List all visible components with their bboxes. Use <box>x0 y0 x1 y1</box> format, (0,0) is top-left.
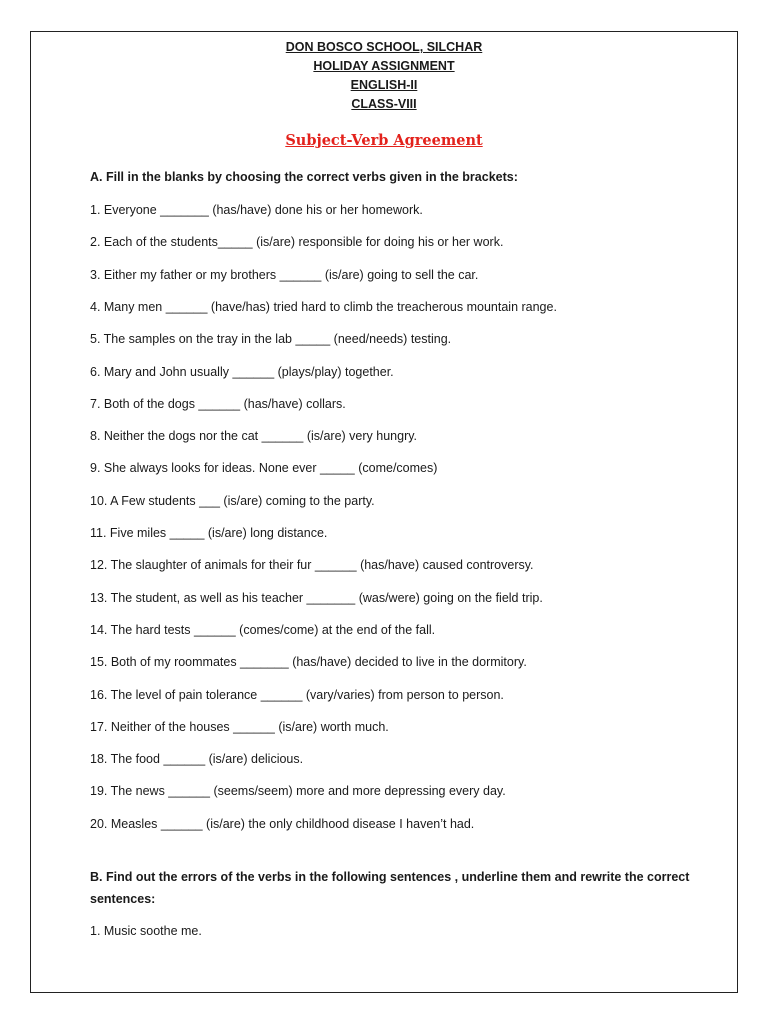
question-item: 19. The news ______ (seems/seem) more and more depressing every day. <box>90 784 506 799</box>
question-item: 1. Music soothe me. <box>90 924 202 938</box>
question-item: 13. The student, as well as his teacher _______ (was/were) going on the field trip. <box>90 590 543 605</box>
question-item: 1. Everyone _______ (has/have) done his or her homework. <box>90 203 423 217</box>
question-item: 4. Many men ______ (have/has) tried hard to climb the treacherous mountain range. <box>90 299 557 314</box>
question-item: 8. Neither the dogs nor the cat ______ (is/are) very hungry. <box>90 429 418 444</box>
question-item: 16. The level of pain tolerance ______ (vary/varies) from person to person. <box>90 687 504 702</box>
section-a-heading: A. Fill in the blanks by choosing the correct verbs given in the brackets: <box>90 170 518 184</box>
question-item: 17. Neither of the houses ______ (is/are) worth much. <box>90 719 389 734</box>
question-item: 6. Mary and John usually ______ (plays/play) together. <box>90 364 394 379</box>
class-name: CLASS-VIII <box>351 97 417 111</box>
question-item: 18. The food ______ (is/are) delicious. <box>90 752 304 767</box>
section-b-heading: B. Find out the errors of the verbs in the following sentences , underline them and rewrite the correct sentences: <box>90 870 690 906</box>
worksheet-title: Subject-Verb Agreement <box>285 132 483 149</box>
school-name: DON BOSCO SCHOOL, SILCHAR <box>285 40 483 54</box>
question-item: 14. The hard tests ______ (comes/come) at the end of the fall. <box>90 622 436 637</box>
assignment-title: HOLIDAY ASSIGNMENT <box>313 59 455 73</box>
question-item: 20. Measles ______ (is/are) the only childhood disease I haven’t had. <box>90 816 475 831</box>
question-item: 12. The slaughter of animals for their fur ______ (has/have) caused controversy. <box>90 558 534 573</box>
question-item: 10. A Few students ___ (is/are) coming to the party. <box>90 493 375 508</box>
subject-name: ENGLISH-II <box>350 78 418 92</box>
question-item: 15. Both of my roommates _______ (has/have) decided to live in the dormitory. <box>90 655 527 670</box>
question-item: 5. The samples on the tray in the lab _____ (need/needs) testing. <box>90 332 452 347</box>
question-item: 2. Each of the students_____ (is/are) responsible for doing his or her work. <box>90 235 504 250</box>
question-item: 7. Both of the dogs ______ (has/have) collars. <box>90 396 346 411</box>
question-item: 3. Either my father or my brothers ______ (is/are) going to sell the car. <box>90 267 479 282</box>
question-item: 11. Five miles _____ (is/are) long distance. <box>90 526 328 540</box>
question-item: 9. She always looks for ideas. None ever _____ (come/comes) <box>90 461 438 476</box>
